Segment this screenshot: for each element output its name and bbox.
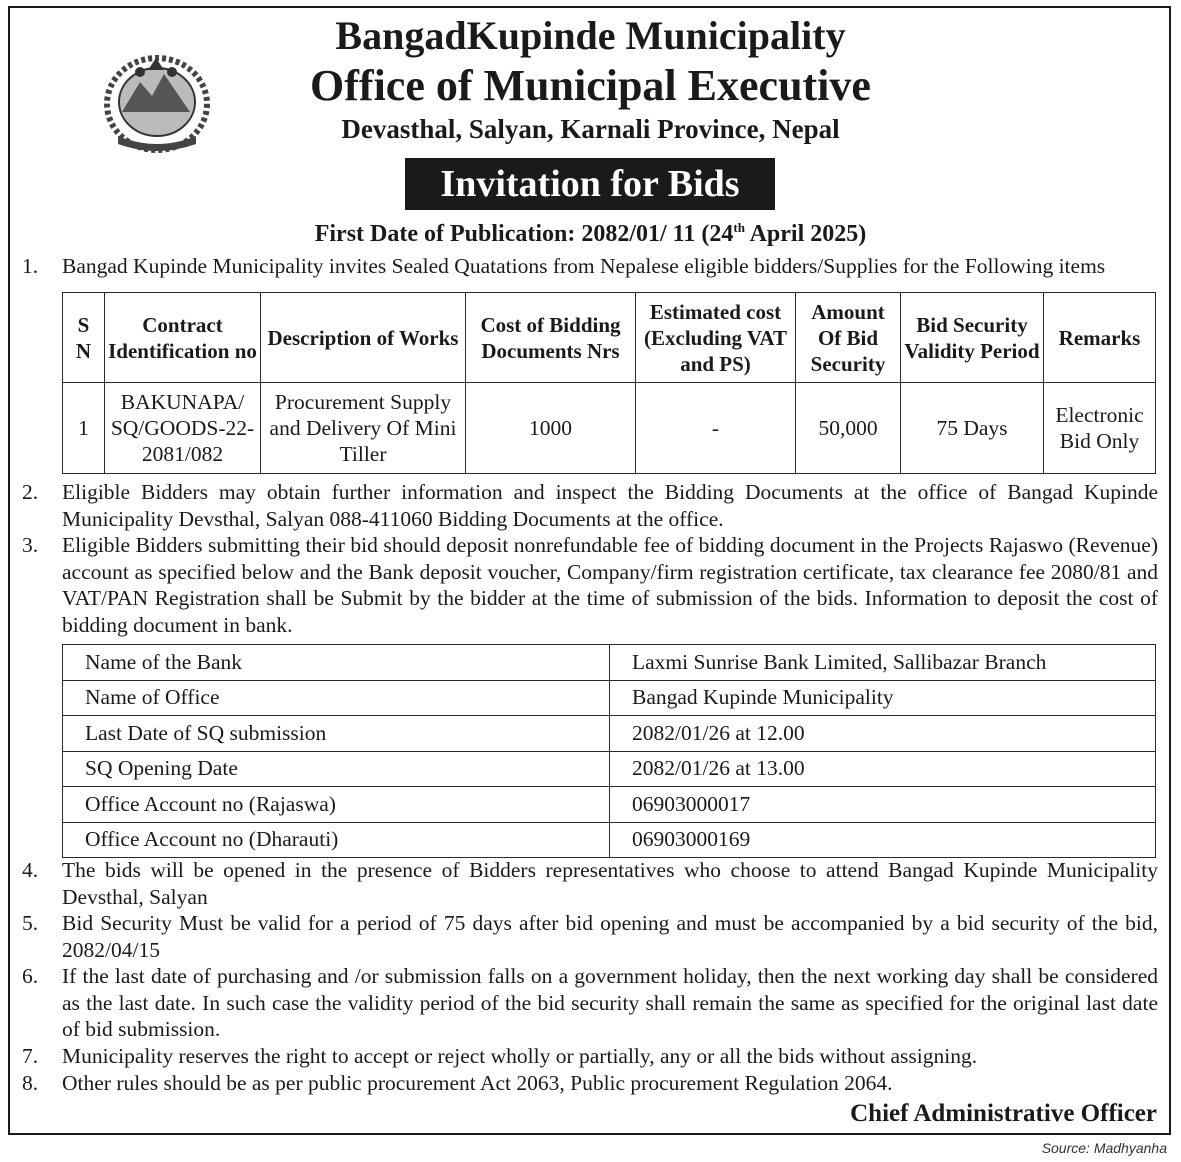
table-row bbox=[63, 680, 1156, 716]
bank-details-table bbox=[62, 644, 1156, 858]
header-description: Description of Works bbox=[261, 293, 466, 383]
clause-7: 7. Municipality reserves the right to accept or reject wholly or partially, any or all the bids without assigning. bbox=[22, 1044, 978, 1068]
header-validity-period: Bid Security Validity Period bbox=[901, 293, 1044, 383]
source-credit: Source: Madhyanha bbox=[1041, 1140, 1167, 1156]
bid-items-table bbox=[62, 292, 1156, 474]
notice-title-banner: Invitation for Bids bbox=[405, 158, 775, 210]
clause-6: 6. If the last date of purchasing and /or submission falls on a government holiday, then the next working day shall be considered as the last date. In such case the validity period of the bid security shall remain the same as specified for the original last date of bid submission. bbox=[22, 964, 1158, 1041]
header-remarks: Remarks bbox=[1044, 293, 1156, 383]
clause-4: 4. The bids will be opened in the presence of Bidders representatives who choose to attend Bangad Kupinde Municipality Devsthal, Salyan bbox=[22, 858, 1158, 909]
dharauti-account-value: 06903000169 bbox=[610, 822, 1156, 858]
rajaswa-account-value: 06903000017 bbox=[610, 787, 1156, 823]
clause-5: 5. Bid Security Must be valid for a period of 75 days after bid opening and must be accompanied by a bid security of the bid, 2082/04/15 bbox=[22, 911, 1158, 962]
office-title: Office of Municipal Executive bbox=[310, 61, 871, 110]
table-header-row bbox=[63, 293, 1156, 383]
table-row bbox=[63, 787, 1156, 823]
cell-bid-security: 50,000 bbox=[796, 383, 901, 474]
office-value: Bangad Kupinde Municipality bbox=[610, 680, 1156, 716]
clause-1: 1. Bangad Kupinde Municipality invites Sealed Quatations from Nepalese eligible bidders/Supplies for the Following items bbox=[22, 254, 1106, 278]
table-row bbox=[63, 383, 1156, 474]
table-row bbox=[63, 716, 1156, 752]
table-row bbox=[63, 822, 1156, 858]
cell-remarks: Electronic Bid Only bbox=[1044, 383, 1156, 474]
publication-date: First Date of Publication: 2082/01/ 11 (24th April 2025) bbox=[314, 220, 867, 247]
dharauti-account-label: Office Account no (Dharauti) bbox=[63, 822, 610, 858]
clause-8: 8. Other rules should be as per public procurement Act 2063, Public procurement Regulation 2064. bbox=[22, 1071, 893, 1095]
opening-date-value: 2082/01/26 at 13.00 bbox=[610, 751, 1156, 787]
clause-2: 2. Eligible Bidders may obtain further information and inspect the Bidding Documents at the office of Bangad Kupinde Municipality Devsthal, Salyan 088-411060 Bidding Documents at the office. bbox=[22, 480, 1158, 531]
clause-3: 3. Eligible Bidders submitting their bid should deposit nonrefundable fee of bidding document in the Projects Rajaswo (Revenue) account as specified below and the Bank deposit voucher, Company/firm registration certificate, tax clearance fee 2080/81 and VAT/PAN Registration shall be Submit by the bidder at the time of submission of the bids. Information to deposit the cost of bidding document in bank. bbox=[22, 533, 1158, 637]
cell-document-cost: 1000 bbox=[466, 383, 636, 474]
header-bid-security: Amount Of Bid Security bbox=[796, 293, 901, 383]
rajaswa-account-label: Office Account no (Rajaswa) bbox=[63, 787, 610, 823]
cell-validity-period: 75 Days bbox=[901, 383, 1044, 474]
table-row bbox=[63, 645, 1156, 681]
opening-date-label: SQ Opening Date bbox=[63, 751, 610, 787]
header-document-cost: Cost of Bidding Documents Nrs bbox=[466, 293, 636, 383]
cell-description: Procurement Supply and Delivery Of Mini Tiller bbox=[261, 383, 466, 474]
cell-contract-id: BAKUNAPA/ SQ/GOODS-22-2081/082 bbox=[105, 383, 261, 474]
office-address: Devasthal, Salyan, Karnali Province, Nepal bbox=[341, 114, 840, 144]
signatory-title: Chief Administrative Officer bbox=[850, 1100, 1157, 1127]
bank-value: Laxmi Sunrise Bank Limited, Sallibazar Branch bbox=[610, 645, 1156, 681]
office-label: Name of Office bbox=[63, 680, 610, 716]
municipality-name: BangadKupinde Municipality bbox=[335, 13, 846, 58]
cell-estimated-cost: - bbox=[636, 383, 796, 474]
table-row bbox=[63, 751, 1156, 787]
cell-sn: 1 bbox=[63, 383, 105, 474]
header-contract-id: Contract Identification no bbox=[105, 293, 261, 383]
header-estimated-cost: Estimated cost (Excluding VAT and PS) bbox=[636, 293, 796, 383]
bank-label: Name of the Bank bbox=[63, 645, 610, 681]
submission-date-label: Last Date of SQ submission bbox=[63, 716, 610, 752]
submission-date-value: 2082/01/26 at 12.00 bbox=[610, 716, 1156, 752]
header-sn: S N bbox=[63, 293, 105, 383]
